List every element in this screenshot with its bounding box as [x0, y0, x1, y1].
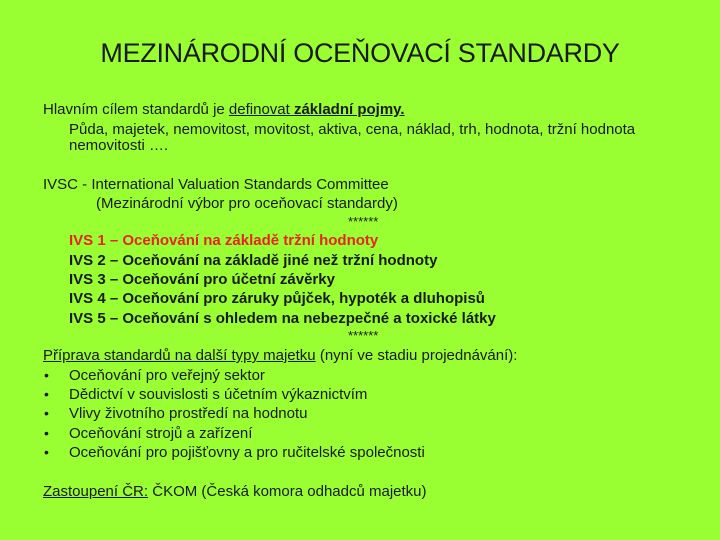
bullet-icon: • — [44, 444, 49, 460]
preparation-heading — [43, 347, 517, 364]
preparation-rest: (nyní ve stadiu projednávání): — [315, 347, 518, 364]
bullet-icon: • — [44, 405, 49, 421]
separator-stars-1: ****** — [348, 214, 379, 229]
bullet-icon: • — [44, 386, 49, 402]
bullet-icon: • — [44, 425, 49, 441]
preparation-item-4: Oceňování strojů a zařízení — [69, 425, 253, 442]
intro-goal-plain: definovat — [228, 101, 294, 118]
ivs-item-3: IVS 3 – Oceňování pro účetní závěrky — [69, 271, 335, 288]
ivsc-translation: (Mezinárodní výbor pro oceňovací standardy) — [96, 195, 398, 212]
preparation-item-3: Vlivy životního prostředí na hodnotu — [69, 405, 308, 422]
ivs-item-4: IVS 4 – Oceňování pro záruky půjček, hypoték a dluhopisů — [69, 290, 485, 307]
intro-goal-bold: základní pojmy. — [293, 101, 405, 118]
ivsc-line: IVSC - International Valuation Standards Committee — [43, 176, 389, 193]
preparation-item-2: Dědictví v souvislosti s účetním výkaznictvím — [69, 386, 368, 403]
preparation-item-1: Oceňování pro veřejný sektor — [69, 367, 265, 384]
preparation-underlined: Příprava standardů na další typy majetku — [43, 347, 316, 364]
intro-line-3: nemovitosti …. — [69, 137, 169, 154]
page-title: MEZINÁRODNÍ OCEŇOVACÍ STANDARDY — [100, 38, 620, 68]
ivs-item-2: IVS 2 – Oceňování na základě jiné než tržní hodnoty — [69, 252, 438, 269]
intro-line-1 — [43, 101, 405, 118]
intro-prefix: Hlavním cílem standardů je — [43, 101, 229, 118]
intro-goal-link — [229, 101, 405, 118]
representation-value: ČKOM (Česká komora odhadců majetku) — [148, 483, 427, 500]
intro-line-2: Půda, majetek, nemovitost, movitost, aktiva, cena, náklad, trh, hodnota, tržní hodnota — [69, 121, 636, 138]
preparation-item-5: Oceňování pro pojišťovny a pro ručitelské společnosti — [69, 444, 425, 461]
representation-label: Zastoupení ČR: — [43, 483, 149, 500]
representation-line — [43, 483, 427, 500]
bullet-icon: • — [44, 367, 49, 383]
ivs-item-1: IVS 1 – Oceňování na základě tržní hodnoty — [69, 232, 379, 249]
separator-stars-2: ****** — [348, 328, 379, 343]
ivs-item-5: IVS 5 – Oceňování s ohledem na nebezpečné a toxické látky — [69, 310, 496, 327]
